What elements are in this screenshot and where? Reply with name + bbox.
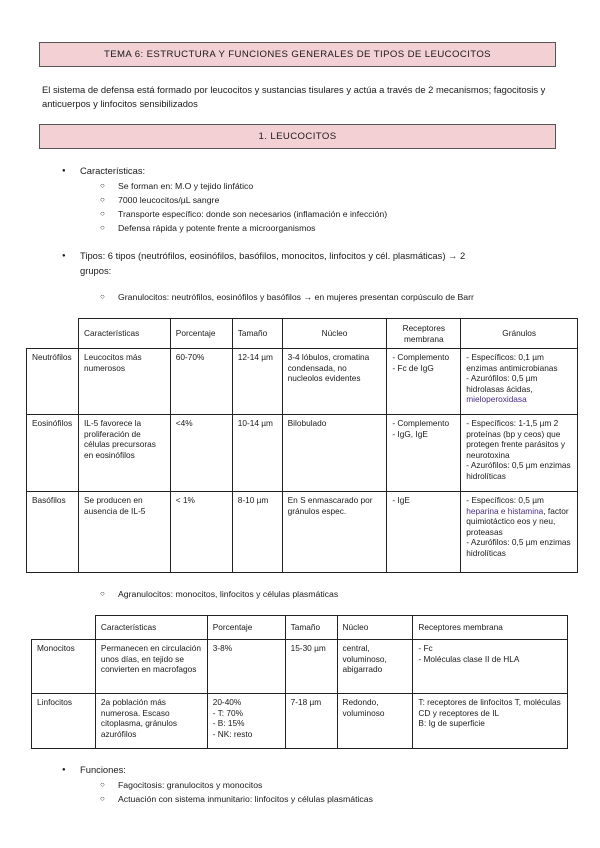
header-caracteristicas: Características (95, 616, 207, 640)
cell-receptores: - IgE (387, 492, 461, 573)
tipos-list (62, 249, 562, 278)
cell-nucleo: Bilobulado (282, 415, 387, 492)
cell-nucleo: 3-4 lóbulos, cromatina condensada, no nucleolos evidentes (282, 349, 387, 415)
header-porcentaje: Porcentaje (170, 319, 232, 349)
agranulocitos-item (100, 587, 570, 601)
tipos-line: ● Tipos: 6 tipos (neutrófilos, eosinófilos, basófilos, monocitos, linfocitos y cél. plasmáticas) → 2 (62, 249, 562, 264)
cell-porcentaje: 20-40% - T: 70% - B: 15% - NK: resto (207, 694, 285, 749)
table-row (27, 415, 578, 492)
table-row (27, 349, 578, 415)
cell-receptores: T: receptores de linfocitos T, moléculas CD y receptores de IL B: Ig de superficie (413, 694, 568, 749)
cell-tamano: 12-14 µm (232, 349, 282, 415)
cell-caracteristicas: Leucocitos más numerosos (78, 349, 170, 415)
caracteristicas-list (62, 164, 562, 235)
cell-tamano: 7-18 µm (285, 694, 337, 749)
corner-cell (27, 319, 79, 349)
list-item: ○ 7000 leucocitos/µL sangre (100, 193, 562, 207)
cell-porcentaje: < 1% (170, 492, 232, 573)
title-banner: TEMA 6: ESTRUCTURA Y FUNCIONES GENERALES DE TIPOS DE LEUCOCITOS (39, 42, 556, 67)
header-tamano: Tamaño (285, 616, 337, 640)
list-item: ○ Defensa rápida y potente frente a microorganismos (100, 221, 562, 235)
cell-porcentaje: 60-70% (170, 349, 232, 415)
section-banner: 1. LEUCOCITOS (39, 124, 556, 149)
cell-tamano: 15-30 µm (285, 640, 337, 694)
cell-caracteristicas: Se producen en ausencia de IL-5 (78, 492, 170, 573)
agranulocitos-table (31, 615, 568, 749)
header-nucleo: Núcleo (337, 616, 413, 640)
cell-nucleo: En S enmascarado por gránulos espec. (282, 492, 387, 573)
cell-granulos: - Específicos: 1-1,5 µm 2 proteínas (bp y ceos) que protegen frente parásitos y neurotoxina - Azurófilos: 0,5 µm enzimas hidrolíticas (461, 415, 578, 492)
cell-receptores: - Complemento - Fc de IgG (387, 349, 461, 415)
list-item: ○ Transporte específico: donde son necesarios (inflamación e infección) (100, 207, 562, 221)
agranulocitos-text: ○ Agranulocitos: monocitos, linfocitos y células plasmáticas (100, 587, 570, 601)
header-caracteristicas: Características (78, 319, 170, 349)
table-row (32, 694, 568, 749)
intro-paragraph: El sistema de defensa está formado por leucocitos y sustancias tisulares y actúa a través de 2 mecanismos; fagocitosis y anticuerpos y linfocitos sensibilizados (42, 84, 546, 109)
cell-caracteristicas: IL-5 favorece la proliferación de células precursoras en eosinófilos (78, 415, 170, 492)
header-tamano: Tamaño (232, 319, 282, 349)
table-row (32, 640, 568, 694)
row-name: Neutrófilos (27, 349, 79, 415)
caracteristicas-heading: ● Características: (62, 164, 562, 179)
cell-caracteristicas: Permanecen en circulación unos días, en tejido se convierten en macrofagos (95, 640, 207, 694)
cell-receptores: - Complemento - IgG, IgE (387, 415, 461, 492)
header-granulos: Gránulos (461, 319, 578, 349)
row-name: Linfocitos (32, 694, 96, 749)
cell-caracteristicas: 2a población más numerosa. Escaso citoplasma, gránulos azurófilos (95, 694, 207, 749)
cell-tamano: 8-10 µm (232, 492, 282, 573)
list-item: ○ Actuación con sistema inmunitario: linfocitos y células plasmáticas (100, 792, 562, 806)
tipos-line-2: grupos: (80, 264, 112, 276)
header-porcentaje: Porcentaje (207, 616, 285, 640)
header-nucleo: Núcleo (282, 319, 387, 349)
funciones-list (62, 763, 562, 806)
row-name: Monocitos (32, 640, 96, 694)
cell-nucleo: central, voluminoso, abigarrado (337, 640, 413, 694)
list-item: ○ Fagocitosis: granulocitos y monocitos (100, 778, 562, 792)
cell-receptores: - Fc - Moléculas clase II de HLA (413, 640, 568, 694)
header-receptores: Receptores membrana (387, 319, 461, 349)
header-receptores: Receptores membrana (413, 616, 568, 640)
granulocitos-item (100, 290, 570, 304)
table-row (27, 492, 578, 573)
cell-granulos: - Específicos: 0,5 µm heparina e histamina, factor quimiotáctico eos y neu, proteasas - Azurófilos: 0,5 µm enzimas hidrolíticas (461, 492, 578, 573)
row-name: Eosinófilos (27, 415, 79, 492)
granulocitos-table (26, 318, 578, 573)
corner-cell (32, 616, 96, 640)
list-item: ○ Se forman en: M.O y tejido linfático (100, 179, 562, 193)
cell-porcentaje: 3-8% (207, 640, 285, 694)
cell-tamano: 10-14 µm (232, 415, 282, 492)
cell-porcentaje: <4% (170, 415, 232, 492)
funciones-heading: ● Funciones: (62, 763, 562, 778)
granulocitos-text: ○ Granulocitos: neutrófilos, eosinófilos y basófilos → en mujeres presentan corpúsculo de Barr (100, 290, 570, 304)
cell-nucleo: Redondo, voluminoso (337, 694, 413, 749)
row-name: Basófilos (27, 492, 79, 573)
cell-granulos: - Específicos: 0,1 µm enzimas antimicrobianas - Azurófilos: 0,5 µm hidrolasas ácidas, mieloperoxidasa (461, 349, 578, 415)
